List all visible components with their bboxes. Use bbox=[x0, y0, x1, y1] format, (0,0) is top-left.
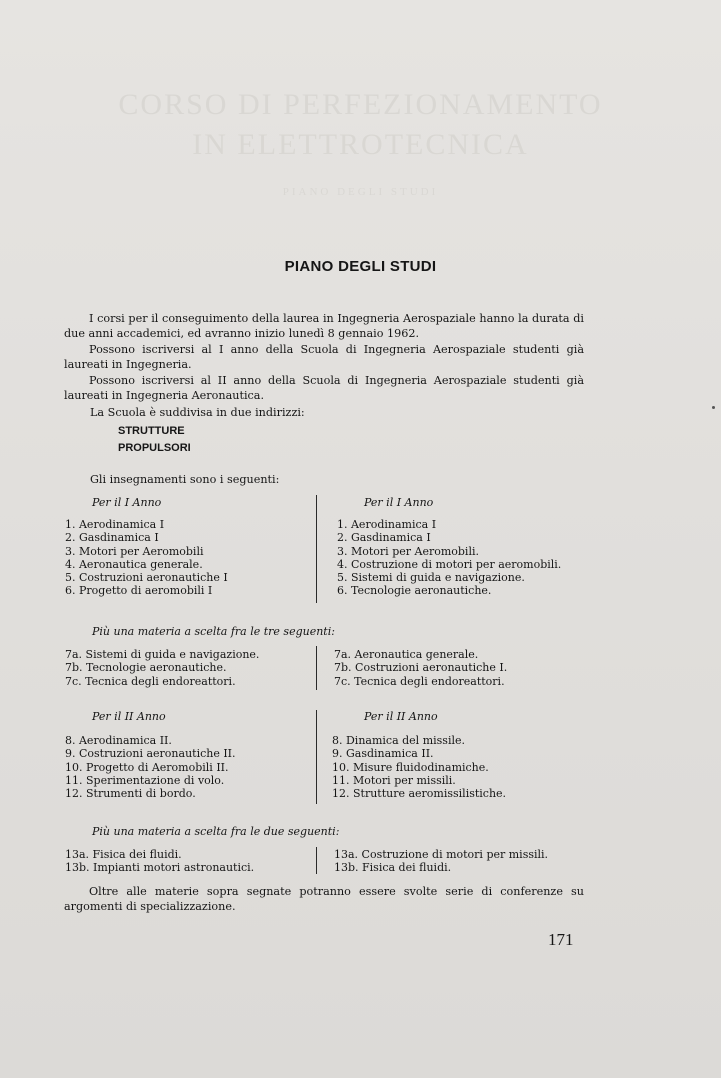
column-divider bbox=[316, 847, 317, 874]
list-item: 10. Misure fluidodinamiche. bbox=[332, 760, 489, 774]
page-number: 171 bbox=[548, 930, 574, 949]
list-item: 4. Aeronautica generale. bbox=[65, 557, 203, 571]
anno1-right-list bbox=[337, 518, 561, 598]
list-item: 13b. Impianti motori astronautici. bbox=[65, 861, 255, 875]
intro-paragraph: Possono iscriversi al II anno della Scuola di Ingegneria Aerospaziale studenti già laureati in Ingegneria Aeronautica. bbox=[64, 373, 584, 403]
scelta1-right-list bbox=[334, 648, 507, 688]
scan-speck bbox=[712, 406, 715, 409]
list-item: 7b. Tecnologie aeronautiche. bbox=[65, 661, 227, 675]
anno1-left-list bbox=[65, 518, 228, 598]
list-item: 10. Progetto di Aeromobili II. bbox=[65, 760, 229, 774]
list-item: 12. Strutture aeromissilistiche. bbox=[332, 787, 507, 801]
list-item: 13a. Costruzione di motori per missili. bbox=[334, 848, 549, 861]
bleed-through-line-2: IN ELETTROTECNICA bbox=[192, 128, 529, 161]
list-item: 3. Motori per Aeromobili. bbox=[337, 544, 479, 558]
indirizzo-strutture: STRUTTURE bbox=[118, 425, 185, 437]
bleed-through-line-1: CORSO DI PERFEZIONAMENTO bbox=[118, 88, 603, 121]
list-item: 8. Aerodinamica II. bbox=[65, 734, 172, 747]
list-item: 1. Aerodinamica I bbox=[337, 518, 437, 531]
anno1-right-heading: Per il I Anno bbox=[364, 496, 434, 509]
list-item: 7b. Costruzioni aeronautiche I. bbox=[334, 661, 508, 675]
list-item: 8. Dinamica del missile. bbox=[332, 734, 465, 747]
column-divider bbox=[316, 495, 317, 603]
closing-text bbox=[64, 884, 584, 915]
list-item: 13a. Fisica dei fluidi. bbox=[65, 848, 182, 861]
intro-paragraph: Possono iscriversi al I anno della Scuola di Ingegneria Aerospaziale studenti già laureati in Ingegneria. bbox=[64, 342, 584, 372]
list-item: 7c. Tecnica degli endoreattori. bbox=[65, 674, 236, 688]
bleed-through-line-3: PIANO DEGLI STUDI bbox=[282, 186, 439, 198]
list-item: 1. Aerodinamica I bbox=[65, 518, 165, 531]
anno1-left-heading: Per il I Anno bbox=[92, 496, 162, 509]
intro-paragraph: I corsi per il conseguimento della laurea in Ingegneria Aerospaziale hanno la durata di due anni accademici, ed avranno inizio lunedì 8 gennaio 1962. bbox=[64, 312, 584, 341]
list-item: 9. Gasdinamica II. bbox=[332, 747, 434, 761]
closing-paragraph: Oltre alle materie sopra segnate potranno essere svolte serie di conferenze su argomenti di specializzazione. bbox=[64, 885, 584, 914]
scelta1-heading: Più una materia a scelta fra le tre seguenti: bbox=[92, 625, 335, 638]
anno2-left-heading: Per il II Anno bbox=[92, 710, 166, 723]
scelta2-heading: Più una materia a scelta fra le due seguenti: bbox=[92, 825, 340, 838]
scelta2-left-list bbox=[65, 848, 254, 875]
list-item: 11. Sperimentazione di volo. bbox=[65, 773, 225, 787]
divisa-text: La Scuola è suddivisa in due indirizzi: bbox=[90, 406, 305, 419]
list-item: 11. Motori per missili. bbox=[332, 773, 456, 787]
insegnamenti-intro: Gli insegnamenti sono i seguenti: bbox=[90, 473, 280, 486]
list-item: 6. Tecnologie aeronautiche. bbox=[337, 584, 492, 598]
column-divider bbox=[316, 710, 317, 804]
scelta2-right-list bbox=[334, 848, 548, 875]
list-item: 9. Costruzioni aeronautiche II. bbox=[65, 747, 236, 761]
anno2-right-list bbox=[332, 734, 506, 800]
list-item: 13b. Fisica dei fluidi. bbox=[334, 861, 452, 875]
list-item: 12. Strumenti di bordo. bbox=[65, 787, 196, 801]
intro-text bbox=[64, 311, 584, 403]
page-title: PIANO DEGLI STUDI bbox=[284, 258, 437, 275]
indirizzo-propulsori: PROPULSORI bbox=[118, 442, 191, 454]
column-divider bbox=[316, 646, 317, 690]
list-item: 2. Gasdinamica I bbox=[65, 531, 159, 545]
list-item: 6. Progetto di aeromobili I bbox=[65, 584, 213, 598]
list-item: 7a. Aeronautica generale. bbox=[334, 648, 479, 661]
list-item: 5. Sistemi di guida e navigazione. bbox=[337, 571, 525, 585]
list-item: 7a. Sistemi di guida e navigazione. bbox=[65, 648, 260, 661]
scelta1-left-list bbox=[65, 648, 259, 688]
list-item: 3. Motori per Aeromobili bbox=[65, 544, 204, 558]
list-item: 7c. Tecnica degli endoreattori. bbox=[334, 674, 505, 688]
anno2-right-heading: Per il II Anno bbox=[364, 710, 438, 723]
anno2-left-list bbox=[65, 734, 236, 800]
list-item: 5. Costruzioni aeronautiche I bbox=[65, 571, 228, 585]
list-item: 4. Costruzione di motori per aeromobili. bbox=[337, 557, 562, 571]
list-item: 2. Gasdinamica I bbox=[337, 531, 431, 545]
